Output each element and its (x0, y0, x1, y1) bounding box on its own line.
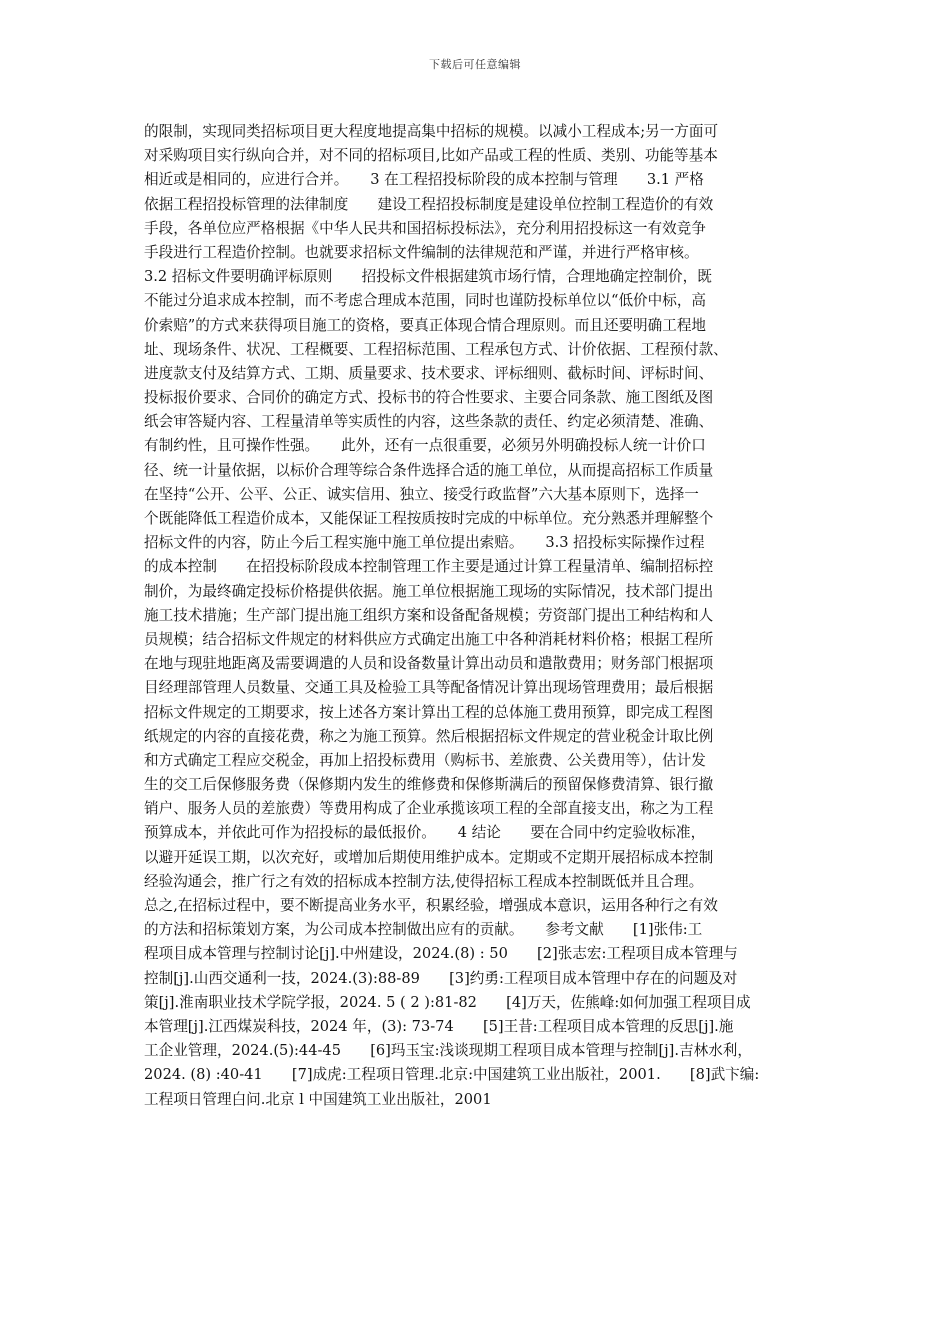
text-line: 目经理部管理人员数量、交通工具及检验工具等配备情况计算出现场管理费用；最后根据 (144, 679, 714, 697)
text-line: 预算成本，并依此可作为招投标的最低报价。 4 结论 要在合同中约定验收标准， (144, 824, 706, 842)
text-line: 员规模；结合招标文件规定的材料供应方式确定出施工中各种消耗材料价格；根据工程所 (144, 630, 714, 648)
page-header: 下载后可任意编辑 (429, 58, 521, 71)
text-line: 投标报价要求、合同价的确定方式、投标书的符合性要求、主要合同条款、施工图纸及图 (144, 389, 714, 407)
text-line: 的成本控制 在招投标阶段成本控制管理工作主要是通过计算工程量清单、编制招标控 (144, 558, 714, 576)
text-line: 径、统一计量依据，以标价合理等综合条件选择合适的施工单位，从而提高招标工作质量 (144, 461, 714, 479)
text-line: 总之,在招标过程中，要不断提高业务水平，积累经验，增强成本意识，运用各种行之有效 (144, 897, 718, 914)
text-line: 进度款支付及结算方式、工期、质量要求、技术要求、评标细则、截标时间、评标时间、 (144, 364, 714, 382)
text-line: 手段进行工程造价控制。也就要求招标文件编制的法律规范和严谨，并进行严格审核。 (144, 243, 699, 261)
text-line: 和方式确定工程应交税金，再加上招投标费用（购标书、差旅费、公关费用等），估计发 (144, 751, 706, 769)
text-line: 的方法和招标策划方案，为公司成本控制做出应有的贡献。 参考文献 [1]张伟:工 (144, 921, 703, 939)
text-line: 不能过分追求成本控制，而不考虑合理成本范围，同时也谨防投标单位以“低价中标，高 (144, 292, 707, 310)
text-line: 施工技术措施；生产部门提出施工组织方案和设备配备规模；劳资部门提出工种结构和人 (144, 606, 714, 624)
text-line: 本管理[j].江西煤炭科技，2024 年，(3): 73-74 [5]王昔:工程项目成本管理的反思[j].施 (144, 1017, 734, 1035)
text-line: 生的交工后保修服务费（保修期内发生的维修费和保修斯满后的预留保修费清算、银行撤 (144, 776, 714, 794)
text-line: 制价，为最终确定投标价格提供依据。施工单位根据施工现场的实际情况，技术部门提出 (144, 582, 714, 600)
text-line: 3.2 招标文件要明确评标原则 招投标文件根据建筑市场行情，合理地确定控制价，既 (144, 268, 712, 286)
text-line: 对采购项目实行纵向合并，对不同的招标项目,比如产品或工程的性质、类别、功能等基本 (144, 147, 718, 165)
text-line: 的限制，实现同类招标项目更大程度地提高集中招标的规模。以减小工程成本;另一方面可 (144, 123, 719, 140)
text-line: 依据工程招投标管理的法律制度 建设工程招投标制度是建设单位控制工程造价的有效 (144, 195, 714, 213)
text-line: 工企业管理，2024.(5):44-45 [6]玛玉宝:浅谈现期工程项目成本管理与控制[j].吉林水利， (144, 1042, 752, 1060)
text-line: 在坚持“公开、公平、公正、诚实信用、独立、接受行政监督”六大基本原则下，选择一 (144, 485, 699, 503)
text-line: 招标文件规定的工期要求，按上述各方案计算出工程的总体施工费用预算，即完成工程图 (144, 703, 714, 721)
text-line: 相近或是相同的，应进行合并。 3 在工程招投标阶段的成本控制与管理 3.1 严格 (144, 171, 704, 189)
text-line: 销户、服务人员的差旅费）等费用构成了企业承揽该项工程的全部直接支出，称之为工程 (144, 800, 714, 818)
text-line: 招标文件的内容，防止今后工程实施中施工单位提出索赔。 3.3 招投标实际操作过程 (144, 534, 705, 552)
body-text (144, 120, 806, 1112)
text-line: 2024. (8) :40-41 [7]成虎:工程项日管理.北京:中国建筑工业出版社，2001. [8]武卞编: (144, 1066, 760, 1084)
text-line: 在地与现驻地距离及需要调遣的人员和设备数量计算出动员和遣散费用；财务部门根据项 (144, 655, 714, 673)
text-line: 控制[j].山西交通利一技，2024.(3):88-89 [3]约勇:工程项目成本管理中存在的问题及对 (144, 969, 738, 987)
text-line: 址、现场条件、状况、工程概要、工程招标范围、工程承包方式、计价依据、工程预付款、 (144, 340, 728, 358)
text-line: 策[j].淮南职业技术学院学报，2024. 5 ( 2 ):81-82 [4]万天，佐熊峰:如何加强工程项目成 (144, 993, 751, 1011)
text-line: 以避开延误工期，以次充好，或增加后期使用维护成本。定期或不定期开展招标成本控制 (144, 848, 714, 866)
text-line: 个既能降低工程造价成本，又能保证工程按质按时完成的中标单位。充分熟悉并理解整个 (144, 510, 714, 527)
text-line: 纸规定的内容的直接花费，称之为施工预算。然后根据招标文件规定的营业税金计取比例 (144, 727, 714, 745)
text-line: 价索赔”的方式来获得项目施工的资格，要真正体现合情合理原则。而且还要明确工程地 (144, 316, 707, 334)
text-line: 工程项日管理白问.北京 l 中国建筑工业出版社，2001 (144, 1090, 492, 1108)
text-line: 纸会审答疑内容、工程量清单等实质性的内容，这些条款的责任、约定必须清楚、准确、 (144, 413, 714, 431)
text-line: 程项目成本管理与控制讨论[j].中州建设，2024.(8) : 50 [2]张志宏:工程项目成本管理与 (144, 945, 738, 963)
text-line: 手段，各单位应严格根据《中华人民共和国招标投标法》，充分利用招投标这一有效竞争 (144, 219, 706, 237)
text-line: 经验沟通会，推广行之有效的招标成本控制方法,使得招标工程成本控制既低并且合理。 (144, 872, 704, 890)
text-line: 有制约性，且可操作性强。 此外，还有一点很重要，必须另外明确投标人统一计价口 (144, 437, 706, 455)
